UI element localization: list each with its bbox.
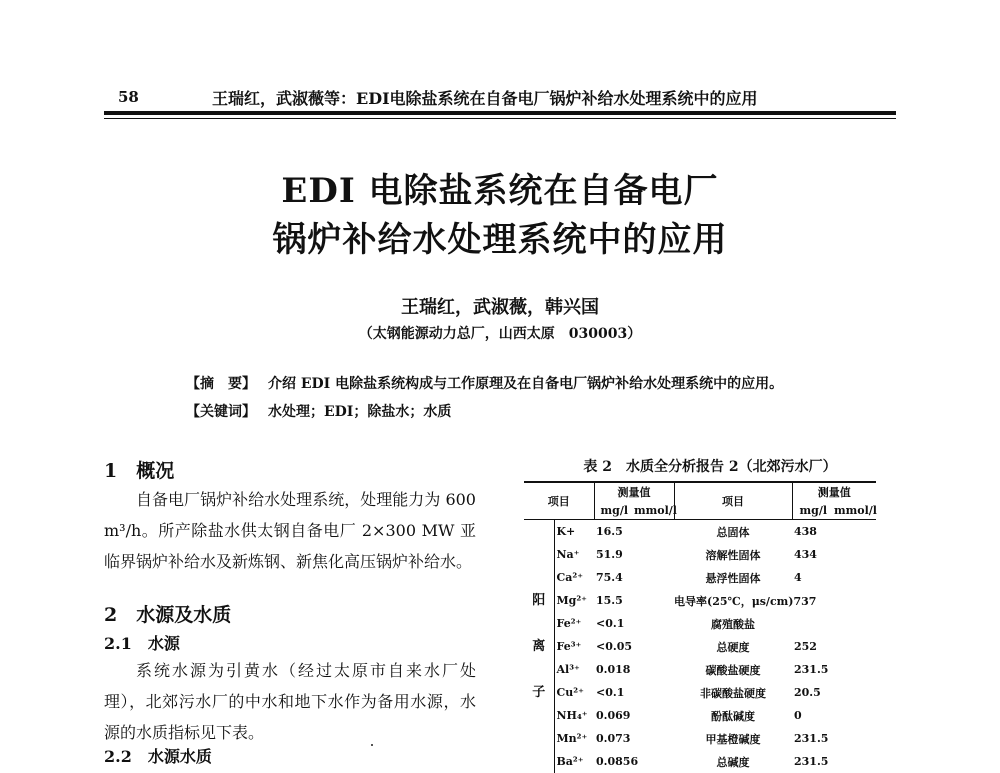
table-row: Ba²⁺ 0.0856 总碱度 231.5 [524,750,876,773]
header-rule-thin [104,118,896,119]
header-unit-mg: mg/l [594,501,634,520]
article-title-line2: 锅炉补给水处理系统中的应用 [0,212,1000,261]
header-rule-thick [104,111,896,115]
section-2-1-paragraph: 系统水源为引黄水（经过太原市自来水厂处理），北郊污水厂的中水和地下水作为备用水源，水源的水质指标见下表。 [104,655,476,748]
table-row: NH₄⁺ 0.069 酚酞碱度 0 [524,704,876,727]
mg2-cell: 438 [792,520,834,544]
mg-cell: 16.5 [594,520,634,544]
author-list: 王瑞红，武淑薇，韩兴国 [0,293,1000,319]
keywords [186,401,451,421]
header-unit-mg-2: mg/l [792,501,834,520]
table-row [524,520,876,544]
header-unit-mmol-2: mmol/l [834,501,876,520]
stray-dot [371,744,373,746]
section-1-heading: 1 概况 [104,456,174,483]
table-row: Mg²⁺ 15.5 电导率(25℃，μs/cm)737 [524,589,876,612]
header-item-left: 项目 [524,482,594,520]
header-unit-mmol: mmol/l [634,501,674,520]
keywords-text: 水处理；EDI；除盐水；水质 [268,404,451,420]
abstract-text: 介绍 EDI 电除盐系统构成与工作原理及在自备电厂锅炉补给水处理系统中的应用。 [268,376,783,392]
table-row: Na⁺ 51.9 溶解性固体 434 [524,543,876,566]
page-number: 58 [118,88,139,106]
affiliation: （太钢能源动力总厂，山西太原 030003） [0,323,1000,343]
section-2-heading: 2 水源及水质 [104,600,231,627]
table-row: Mn²⁺ 0.073 甲基橙碱度 231.5 [524,727,876,750]
article-title-line1: EDI 电除盐系统在自备电厂 [0,163,1000,212]
section-2-1-heading: 2.1 水源 [104,631,180,654]
running-header [104,86,896,110]
header-item-right: 项目 [674,482,792,520]
ion-cell: K+ [554,520,594,544]
running-title: 王瑞红，武淑薇等：EDI电除盐系统在自备电厂锅炉补给水处理系统中的应用 [212,86,758,109]
table-caption: 表 2 水质全分析报告 2（北郊污水厂） [524,456,896,476]
water-analysis-table [524,481,876,773]
table-row: Ca²⁺ 75.4 悬浮性固体 4 [524,566,876,589]
table-row: Al³⁺ 0.018 碳酸盐硬度 231.5 [524,658,876,681]
section-2-1-body [104,655,476,748]
section-1-paragraph: 自备电厂锅炉补给水处理系统，处理能力为 600 m³/h。所产除盐水供太钢自备电厂 2×300 MW 亚临界锅炉补给水及新炼钢、新焦化高压锅炉补给水。 [104,484,476,577]
abstract [186,373,783,393]
item-cell: 总固体 [674,520,792,544]
abstract-label: 【摘 要】 [186,376,256,392]
keywords-label: 【关键词】 [186,404,256,420]
header-measured-left: 测量值 [594,482,674,501]
table-row: Fe³⁺ <0.05 总硬度 252 [524,635,876,658]
table-row: Cu²⁺ <0.1 非碳酸盐硬度 20.5 [524,681,876,704]
side-label-cation: 阳 离 子 [524,520,554,773]
table-row: Fe²⁺ <0.1 腐殖酸盐 [524,612,876,635]
section-2-2-heading: 2.2 水源水质 [104,744,212,767]
header-measured-right: 测量值 [792,482,876,501]
section-1-body [104,484,476,577]
